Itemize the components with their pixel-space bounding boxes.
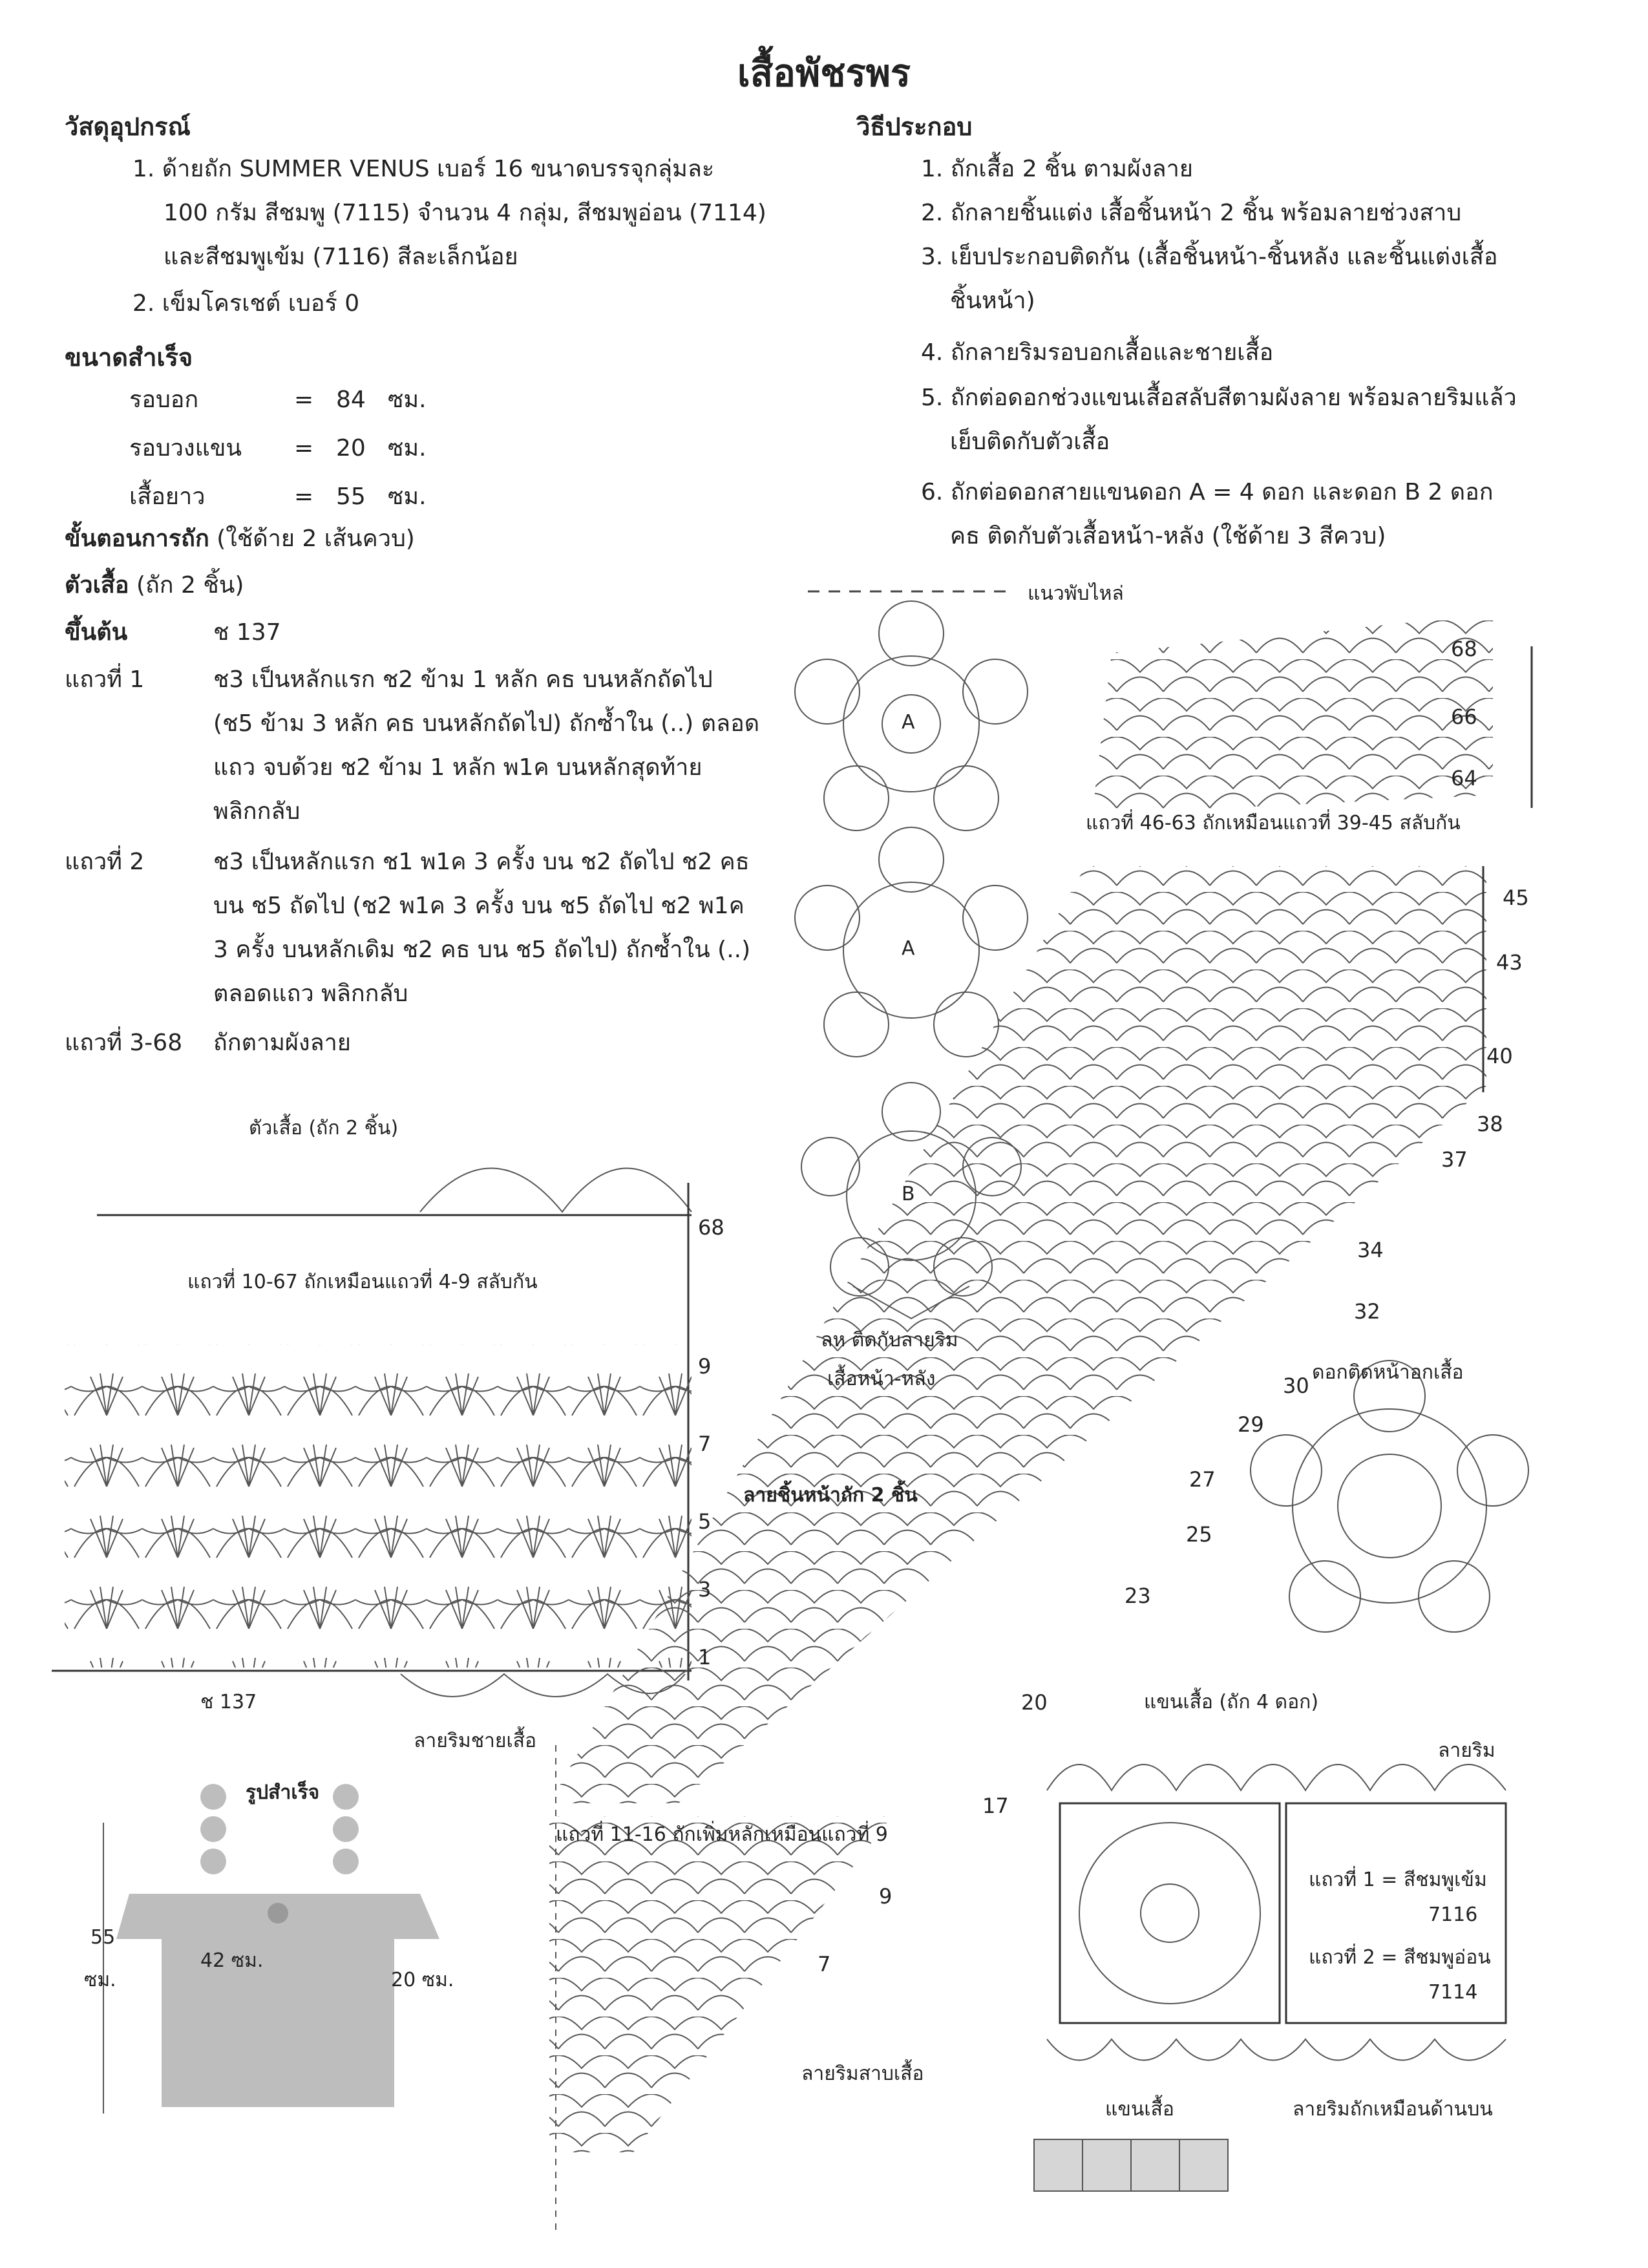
assembly-item: 2. ถักลายชิ้นแต่ง เสื้อชิ้นหน้า 2 ชิ้น พร้อมลายช่วงสาบ	[921, 200, 1462, 226]
assembly-item: 4. ถักลายริมรอบอกเสื้อและชายเสื้อ	[921, 339, 1274, 366]
size-row-eq: =	[294, 387, 314, 413]
row-line: บน ช5 ถัดไป (ช2 พ1ค 3 ครั้ง บน ช5 ถัดไป ช2 พ1ค	[213, 893, 745, 919]
size-row-unit: ซม.	[388, 435, 427, 461]
row2-code-label: 7114	[1428, 1981, 1478, 2004]
page-title: เสื้อพัชรพร	[737, 51, 911, 95]
assembly-heading: วิธีประกอบ	[856, 112, 973, 141]
row-label: แถวที่ 2	[65, 849, 145, 875]
start-label: ขึ้นต้น	[65, 619, 128, 646]
flower-b-label: B	[902, 1183, 915, 1205]
edge-same-top-label: ลายริมถักเหมือนด้านบน	[1293, 2098, 1493, 2121]
rows-10-67-label: แถวที่ 10-67 ถักเหมือนแถวที่ 4-9 สลับกัน	[187, 1271, 538, 1293]
rows-11-16-label: แถวที่ 11-16 ถักเพิ่มหลักเหมือนแถวที่ 9	[556, 1823, 888, 1846]
row-number: 9	[879, 1884, 893, 1909]
row-number: 17	[982, 1794, 1009, 1818]
row-number: 45	[1503, 885, 1529, 910]
row-number: 68	[698, 1215, 724, 1240]
body-heading-bold: ตัวเสื้อ	[65, 572, 129, 599]
size-row-label: เสื้อยาว	[129, 483, 206, 510]
body-chart-label: ตัวเสื้อ (ถัก 2 ชิ้น)	[249, 1117, 399, 1139]
size-row-label: รอบอก	[129, 387, 199, 413]
row-label: แถวที่ 1	[65, 666, 145, 693]
row-number: 66	[1451, 705, 1477, 729]
assembly-item: ชิ้นหน้า)	[950, 288, 1035, 314]
size-row-value: 20	[336, 435, 366, 461]
hem-edge-label: ลายริมชายเสื้อ	[414, 1730, 537, 1752]
row1-code-label: 7116	[1428, 1903, 1478, 1926]
size-row-eq: =	[294, 483, 314, 510]
front-piece-label: ลายชิ้นหน้าถัก 2 ชิ้น	[743, 1484, 918, 1507]
finished-garment	[103, 1784, 439, 2114]
edge-label: ลายริม	[1438, 1739, 1495, 1762]
chest-flower	[1251, 1361, 1528, 1632]
ch137-label: ช 137	[200, 1691, 257, 1713]
sleeve-label: แขนเสื้อ (ถัก 4 ดอก)	[1144, 1691, 1319, 1713]
row-label: แถวที่ 3-68	[65, 1030, 183, 1056]
row-number: 64	[1451, 766, 1477, 790]
len-55-label: 55	[90, 1926, 116, 1949]
materials-item-1: 1. ด้ายถัก SUMMER VENUS เบอร์ 16 ขนาดบรรจุกลุ่มละ	[132, 156, 715, 182]
assembly-item: 3. เย็บประกอบติดกัน (เสื้อชิ้นหน้า-ชิ้นหลัง และชิ้นแต่งเสื้อ	[921, 244, 1498, 270]
row-number: 40	[1486, 1044, 1513, 1068]
row1-color-label: แถวที่ 1 = สีชมพูเข้ม	[1309, 1869, 1487, 1891]
rows-46-63-label: แถวที่ 46-63 ถักเหมือนแถวที่ 39-45 สลับกัน	[1086, 812, 1461, 834]
row-line: 3 ครั้ง บนหลักเดิม ช2 คธ บน ช5 ถัดไป) ถักซ้ำใน (..)	[213, 937, 751, 963]
row-number: 27	[1189, 1467, 1216, 1492]
row-number: 43	[1496, 950, 1523, 975]
cm-label: ซม.	[84, 1969, 116, 1991]
row-number: 34	[1357, 1238, 1384, 1262]
assembly-item: 6. ถักต่อดอกสายแขนดอก A = 4 ดอก และดอก B 2 ดอก	[921, 479, 1494, 505]
row-number: 7	[698, 1432, 712, 1456]
materials-heading: วัสดุอุปกรณ์	[65, 112, 191, 141]
flower-a-label: A	[902, 937, 915, 960]
materials-item-1b: 100 กรัม สีชมพู (7115) จำนวน 4 กลุ่ม, สีชมพูอ่อน (7114)	[164, 200, 766, 226]
steps-heading-rest: (ใช้ด้าย 2 เส้นควบ)	[209, 525, 415, 552]
row-number: 37	[1441, 1147, 1468, 1172]
size-row-value: 55	[336, 483, 366, 510]
fold-line-label: แนวพับไหล่	[1028, 582, 1124, 605]
row-number: 1	[698, 1645, 712, 1669]
row-number: 20	[1021, 1690, 1048, 1715]
finished-label: รูปสำเร็จ	[246, 1781, 320, 1804]
steps-heading-bold: ขั้นตอนการถัก	[65, 525, 209, 552]
row-line: ถักตามผังลาย	[213, 1030, 351, 1056]
materials-item-1c: และสีชมพูเข้ม (7116) สีละเล็กน้อย	[164, 244, 518, 270]
assembly-item: 5. ถักต่อดอกช่วงแขนเสื้อสลับสีตามผังลาย พร้อมลายริมแล้ว	[921, 385, 1517, 411]
width-42-label: 42 ซม.	[200, 1949, 264, 1972]
assembly-item: เย็บติดกับตัวเสื้อ	[950, 429, 1110, 455]
row-number: 9	[698, 1354, 712, 1379]
row-line: ตลอดแถว พลิกกลับ	[213, 980, 408, 1007]
row-number: 23	[1125, 1584, 1151, 1608]
sleeve-small-label: แขนเสื้อ	[1105, 2098, 1174, 2121]
row-number: 25	[1186, 1522, 1212, 1547]
body-heading-rest: (ถัก 2 ชิ้น)	[129, 572, 244, 599]
placket-edge-label: ลายริมสาบเสื้อ	[801, 2062, 924, 2085]
row2-color-label: แถวที่ 2 = สีชมพูอ่อน	[1309, 1946, 1491, 1969]
row-number: 7	[818, 1952, 831, 1977]
size-row-unit: ซม.	[388, 387, 427, 413]
size-heading: ขนาดสำเร็จ	[65, 343, 193, 372]
row-line: ช3 เป็นหลักแรก ช1 พ1ค 3 ครั้ง บน ช2 ถัดไป ช2 คธ	[213, 849, 750, 875]
row-line: (ช5 ข้าม 3 หลัก คธ บนหลักถัดไป) ถักซ้ำใน (..) ตลอด	[213, 710, 760, 737]
front-flower-label: ดอกติดหน้าอกเสื้อ	[1312, 1361, 1464, 1384]
row-number: 30	[1283, 1373, 1309, 1398]
width-20-label: 20 ซม.	[391, 1969, 454, 1991]
size-row-value: 84	[336, 387, 366, 413]
row-number: 5	[698, 1509, 712, 1534]
row-number: 38	[1477, 1112, 1503, 1136]
row-number: 68	[1451, 637, 1477, 661]
row-number: 32	[1354, 1299, 1380, 1324]
start-text: ช 137	[213, 619, 281, 646]
row-number: 29	[1238, 1412, 1264, 1437]
size-row-eq: =	[294, 435, 314, 461]
size-row-label: รอบวงแขน	[129, 435, 242, 461]
assembly-item: 1. ถักเสื้อ 2 ชิ้น ตามผังลาย	[921, 156, 1193, 182]
row-line: พลิกกลับ	[213, 798, 301, 825]
sleeve-motif	[1034, 1765, 1506, 2191]
assembly-item: คธ ติดกับตัวเสื้อหน้า-หลัง (ใช้ด้าย 3 สีควบ)	[950, 523, 1386, 549]
flower-a-label: A	[902, 711, 915, 734]
row-line: แถว จบด้วย ช2 ข้าม 1 หลัก พ1ค บนหลักสุดท้าย	[213, 754, 703, 781]
row-line: ช3 เป็นหลักแรก ช2 ข้าม 1 หลัก คธ บนหลักถัดไป	[213, 666, 713, 693]
row-number: 3	[698, 1577, 712, 1602]
size-row-unit: ซม.	[388, 483, 427, 510]
materials-item-2: 2. เข็มโครเชต์ เบอร์ 0	[132, 290, 360, 317]
attach-edge-label-2: เสื้อหน้า-หลัง	[827, 1368, 936, 1390]
attach-edge-label: ลห ติดกับลายริม	[821, 1329, 958, 1351]
